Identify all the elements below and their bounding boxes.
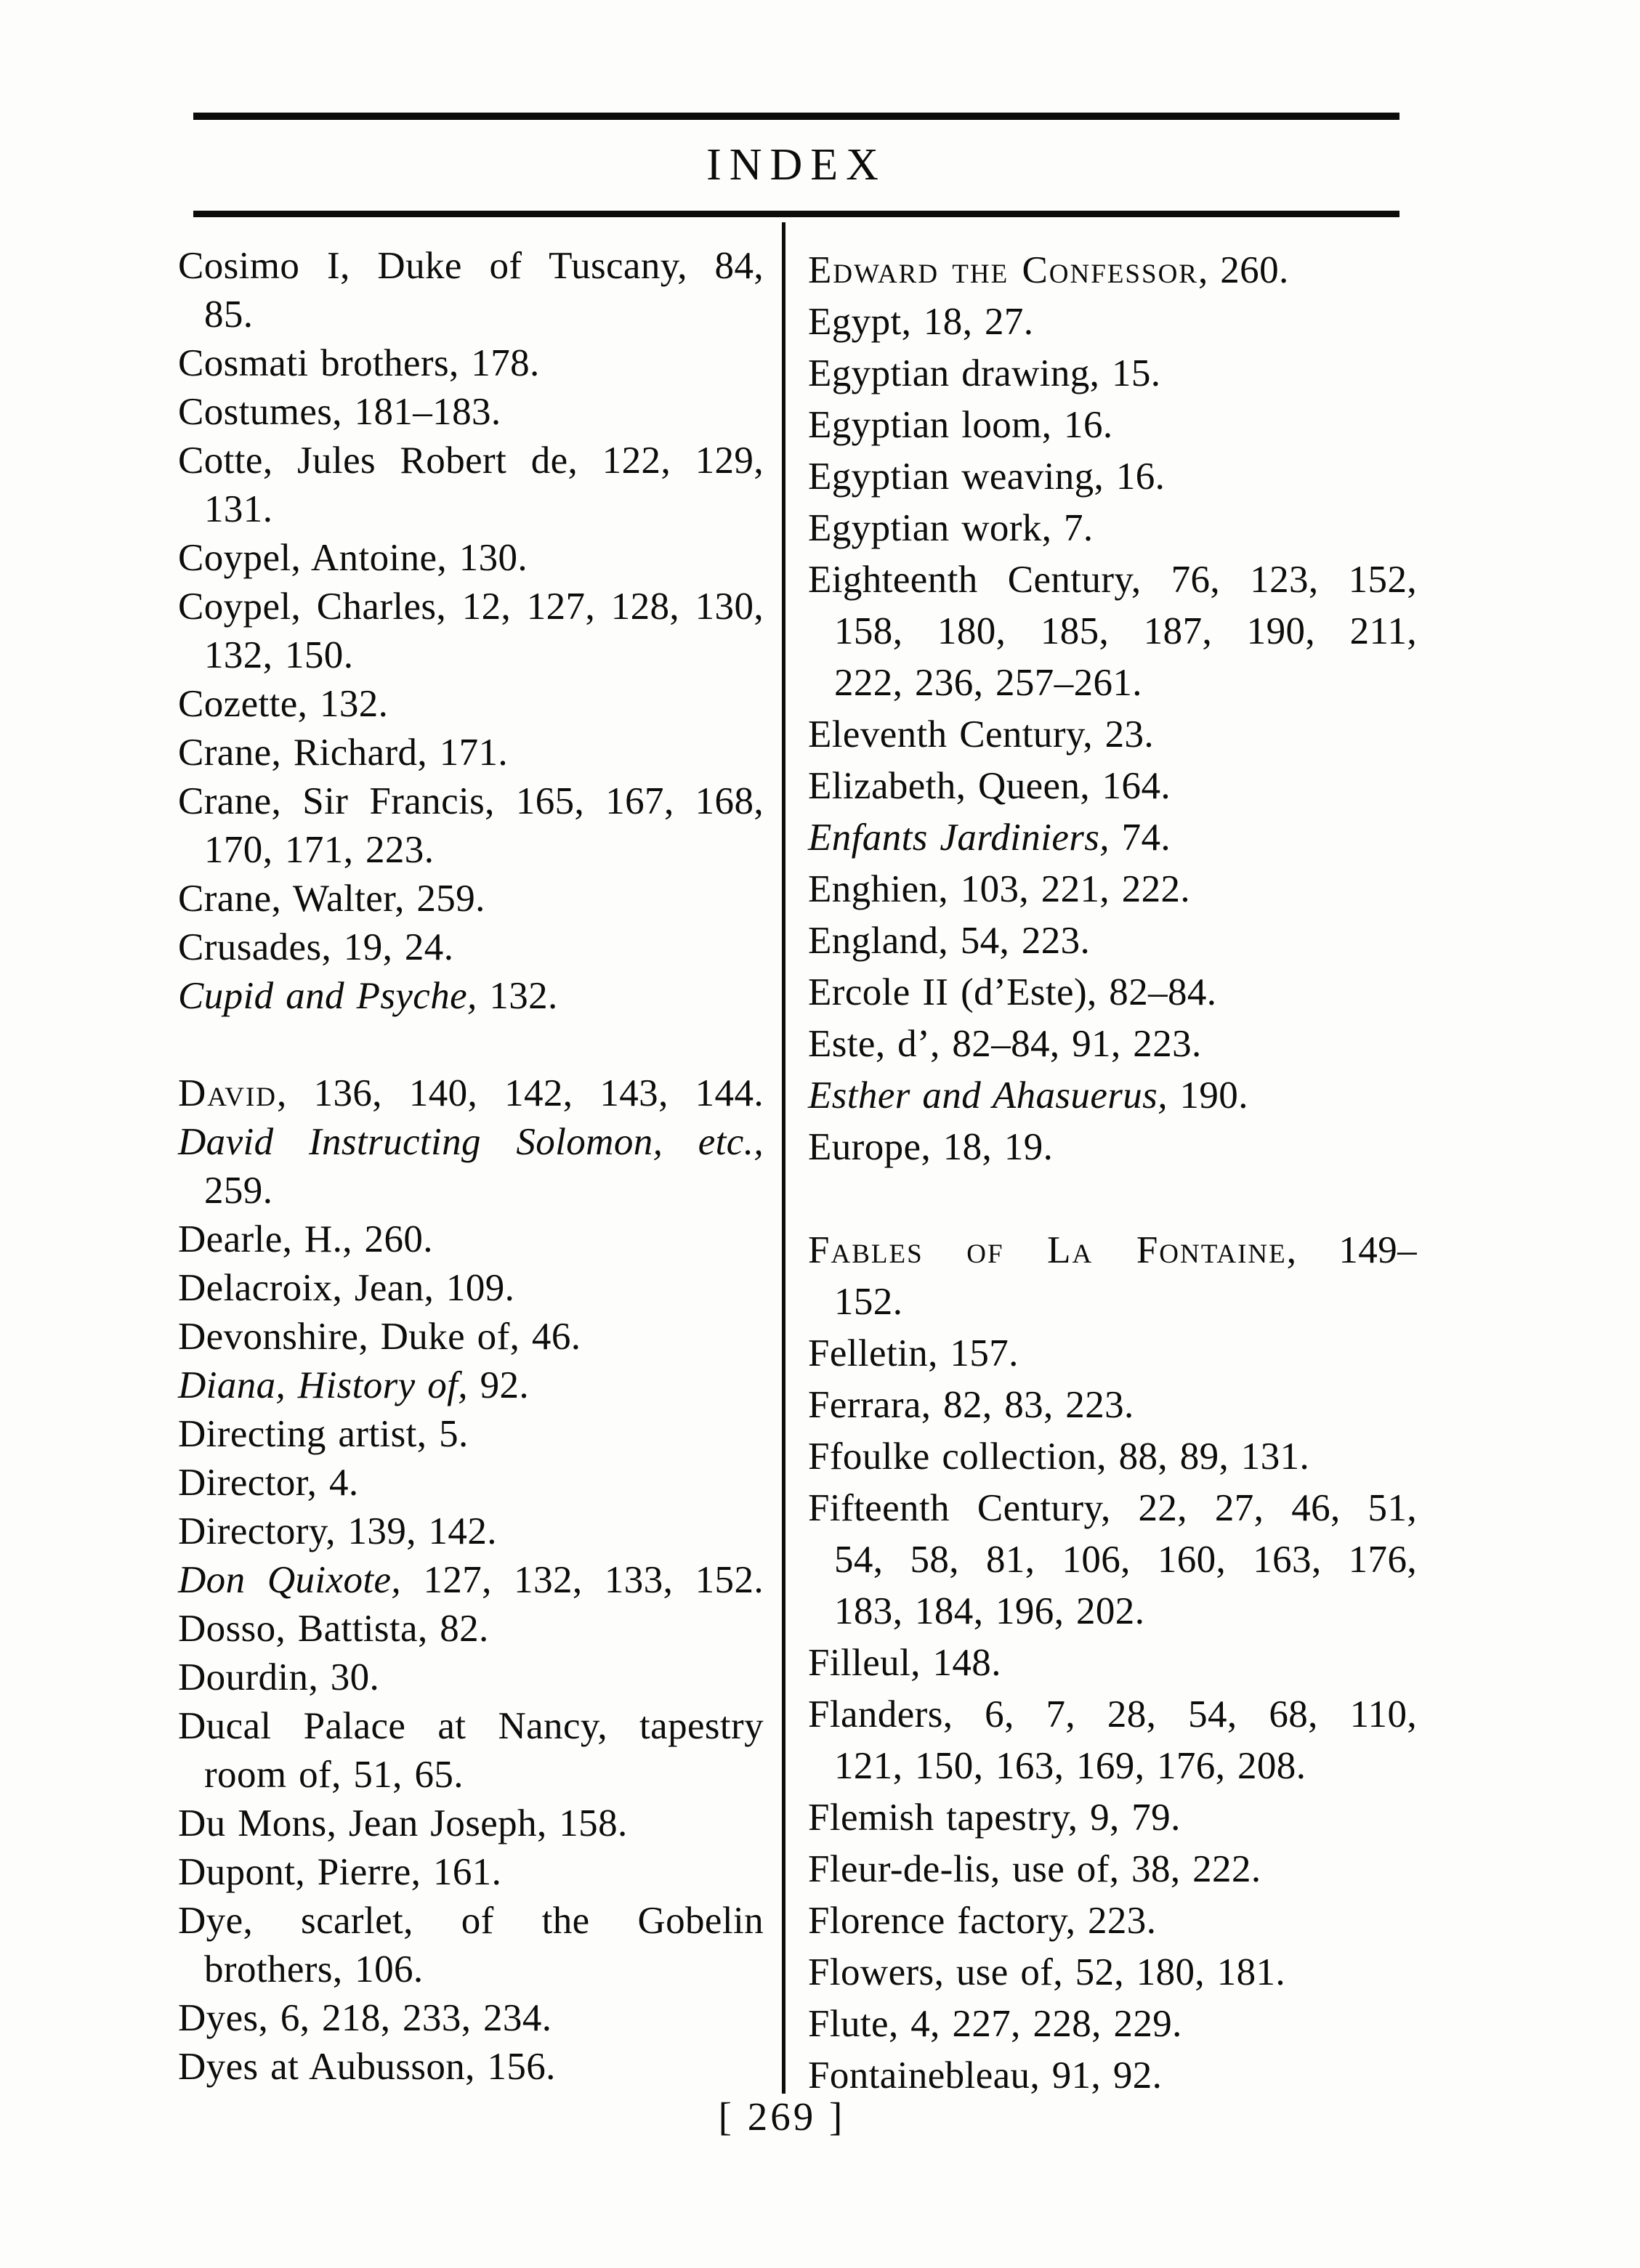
- blank-line: [178, 1021, 764, 1069]
- entry-text: Este, d’, 82–84, 91, 223.: [808, 1023, 1202, 1065]
- entry-text: Egyptian loom, 16.: [808, 404, 1113, 446]
- entry-text: Dye, scarlet, of the Gobelin: [178, 1900, 764, 1942]
- entry-text: Directory, 139, 142.: [178, 1510, 497, 1552]
- entry-text: 183, 184, 196, 202.: [834, 1590, 1145, 1632]
- entry-text: Egypt, 18, 27.: [808, 301, 1034, 343]
- index-entry-line: [178, 1897, 764, 1945]
- index-entry-line: [808, 1534, 1417, 1586]
- index-entry-line: [808, 709, 1417, 761]
- entry-text: Dyes, 6, 218, 233, 234.: [178, 1997, 552, 2039]
- entry-title-italic: Diana, History of,: [178, 1364, 468, 1406]
- entry-text: Dyes at Aubusson, 156.: [178, 2046, 556, 2088]
- index-entry-line: [808, 1380, 1417, 1431]
- entry-text: 259.: [204, 1170, 273, 1212]
- entry-text: Ducal Palace at Nancy, tapestry: [178, 1705, 764, 1747]
- index-entry-line: [808, 1328, 1417, 1380]
- index-entry-line: [808, 1018, 1417, 1070]
- header-top-rule: [193, 113, 1399, 120]
- page-number: [ 269 ]: [718, 2094, 846, 2139]
- index-entry-line: [178, 1702, 764, 1751]
- entry-text: Cosimo I, Duke of Tuscany, 84,: [178, 245, 764, 287]
- index-entry-line: [808, 1689, 1417, 1741]
- entry-text: 190.: [1167, 1074, 1248, 1117]
- entry-text: 158, 180, 185, 187, 190, 211,: [834, 610, 1417, 652]
- index-entry-line: [808, 657, 1417, 709]
- entry-text: Crusades, 19, 24.: [178, 926, 454, 968]
- entry-text: Du Mons, Jean Joseph, 158.: [178, 1802, 628, 1844]
- entry-text: Coypel, Charles, 12, 127, 128, 130,: [178, 586, 764, 628]
- entry-text: 121, 150, 163, 169, 176, 208.: [834, 1745, 1306, 1787]
- entry-text: 127, 132, 133, 152.: [401, 1559, 764, 1601]
- index-entry-line: [178, 1994, 764, 2043]
- entry-title-italic: David Instructing Solomon, etc.,: [178, 1121, 764, 1163]
- index-entry-line: [178, 1945, 764, 1994]
- index-entry-line: [178, 242, 764, 291]
- entry-text: 152.: [834, 1281, 903, 1323]
- entry-text: 222, 236, 257–261.: [834, 662, 1142, 704]
- entry-text: Fleur-de-lis, use of, 38, 222.: [808, 1848, 1261, 1890]
- entry-text: Ferrara, 82, 83, 223.: [808, 1384, 1134, 1426]
- blank-line: [808, 1173, 1417, 1225]
- index-entry-line: [178, 1215, 764, 1264]
- index-entry-line: [178, 2043, 764, 2091]
- entry-text: Dourdin, 30.: [178, 1656, 380, 1698]
- index-entry-line: [178, 1264, 764, 1313]
- index-entry-line: [178, 291, 764, 339]
- entry-text: 132.: [477, 975, 558, 1017]
- index-entry-line: [178, 1167, 764, 1215]
- index-entry-line: [178, 1361, 764, 1410]
- index-entry-line: [178, 1507, 764, 1556]
- index-entry-line: [808, 1895, 1417, 1947]
- index-entry-line: [808, 915, 1417, 967]
- index-entry-line: [808, 1947, 1417, 1998]
- index-entry-line: [178, 1605, 764, 1653]
- entry-text: Cosmati brothers, 178.: [178, 342, 540, 384]
- index-entry-line: [808, 554, 1417, 606]
- index-entry-line: [808, 2050, 1417, 2102]
- entry-text: Filleul, 148.: [808, 1642, 1001, 1684]
- index-entry-line: [808, 812, 1417, 864]
- entry-text: , 149–: [1286, 1229, 1417, 1271]
- entry-text: Enghien, 103, 221, 222.: [808, 868, 1191, 910]
- entry-text: 54, 58, 81, 106, 160, 163, 176,: [834, 1539, 1417, 1581]
- index-entry-line: [808, 1586, 1417, 1637]
- entry-text: 85.: [204, 293, 254, 336]
- entry-title-italic: Cupid and Psyche,: [178, 975, 477, 1017]
- index-entry-line: [178, 972, 764, 1021]
- index-entry-line: [178, 1653, 764, 1702]
- entry-text: Cotte, Jules Robert de, 122, 129,: [178, 440, 764, 482]
- index-entry-line: [178, 1410, 764, 1459]
- entry-text: Egyptian drawing, 15.: [808, 352, 1161, 394]
- index-entry-line: [808, 503, 1417, 554]
- entry-headword-smallcaps: Edward the Confessor: [808, 249, 1198, 291]
- index-entry-line: [178, 923, 764, 972]
- index-entry-line: [178, 1118, 764, 1167]
- entry-text: 74.: [1109, 817, 1171, 859]
- index-entry-line: [808, 1637, 1417, 1689]
- entry-headword-smallcaps: Fables of La Fontaine: [808, 1229, 1287, 1271]
- index-entry-line: [808, 1276, 1417, 1328]
- entry-text: Felletin, 157.: [808, 1332, 1019, 1374]
- entry-text: Flemish tapestry, 9, 79.: [808, 1797, 1181, 1839]
- index-entry-line: [178, 1313, 764, 1361]
- index-entry-line: [808, 1844, 1417, 1895]
- entry-text: Devonshire, Duke of, 46.: [178, 1316, 581, 1358]
- index-entry-line: [808, 348, 1417, 400]
- index-entry-line: [178, 1751, 764, 1799]
- index-entry-line: [178, 1556, 764, 1605]
- index-entry-line: [808, 400, 1417, 451]
- entry-text: Dosso, Battista, 82.: [178, 1608, 489, 1650]
- index-entry-line: [808, 245, 1417, 296]
- index-entry-line: [178, 437, 764, 485]
- entry-text: brothers, 106.: [204, 1948, 424, 1990]
- page-title: INDEX: [706, 140, 886, 190]
- index-entry-line: [178, 339, 764, 388]
- index-left-column: [178, 242, 764, 2091]
- entry-text: room of, 51, 65.: [204, 1754, 464, 1796]
- header-bottom-rule: [193, 211, 1399, 217]
- index-entry-line: [808, 864, 1417, 915]
- entry-title-italic: Esther and Ahasuerus,: [808, 1074, 1168, 1117]
- entry-text: Costumes, 181–183.: [178, 391, 501, 433]
- index-entry-line: [808, 1741, 1417, 1792]
- index-entry-line: [178, 777, 764, 826]
- entry-text: Europe, 18, 19.: [808, 1126, 1054, 1168]
- index-entry-line: [808, 1431, 1417, 1483]
- index-entry-line: [808, 1483, 1417, 1534]
- entry-text: Ercole II (d’Este), 82–84.: [808, 971, 1217, 1013]
- entry-text: Fifteenth Century, 22, 27, 46, 51,: [808, 1487, 1417, 1529]
- index-entry-line: [808, 1792, 1417, 1844]
- entry-text: Crane, Walter, 259.: [178, 878, 485, 920]
- index-entry-line: [178, 534, 764, 583]
- index-entry-line: [178, 680, 764, 729]
- entry-text: Ffoulke collection, 88, 89, 131.: [808, 1435, 1310, 1478]
- entry-text: Coypel, Antoine, 130.: [178, 537, 528, 579]
- index-entry-line: [808, 761, 1417, 812]
- entry-text: Flute, 4, 227, 228, 229.: [808, 2003, 1182, 2045]
- index-entry-line: [178, 1069, 764, 1118]
- index-entry-line: [178, 583, 764, 631]
- entry-text: Flanders, 6, 7, 28, 54, 68, 110,: [808, 1693, 1417, 1736]
- index-entry-line: [808, 1998, 1417, 2050]
- entry-text: England, 54, 223.: [808, 920, 1091, 962]
- entry-headword-smallcaps: David: [178, 1072, 277, 1114]
- index-entry-line: [178, 1799, 764, 1848]
- entry-text: , 136, 140, 142, 143, 144.: [277, 1072, 764, 1114]
- entry-text: Egyptian weaving, 16.: [808, 455, 1166, 498]
- entry-text: 132, 150.: [204, 634, 354, 676]
- index-entry-line: [178, 875, 764, 923]
- index-entry-line: [178, 631, 764, 680]
- entry-text: Eleventh Century, 23.: [808, 713, 1155, 756]
- index-entry-line: [178, 1848, 764, 1897]
- entry-text: Director, 4.: [178, 1462, 359, 1504]
- entry-text: , 260.: [1197, 249, 1289, 291]
- column-divider: [782, 222, 785, 2094]
- entry-text: Flowers, use of, 52, 180, 181.: [808, 1951, 1286, 1993]
- entry-text: Dearle, H., 260.: [178, 1218, 433, 1260]
- index-entry-line: [808, 1122, 1417, 1173]
- entry-title-italic: Enfants Jardiniers,: [808, 817, 1110, 859]
- entry-text: Directing artist, 5.: [178, 1413, 469, 1455]
- index-entry-line: [808, 606, 1417, 657]
- index-entry-line: [178, 1459, 764, 1507]
- index-entry-line: [808, 1070, 1417, 1122]
- entry-text: Florence factory, 223.: [808, 1900, 1157, 1942]
- entry-text: Crane, Sir Francis, 165, 167, 168,: [178, 780, 764, 822]
- index-entry-line: [808, 1225, 1417, 1276]
- index-entry-line: [178, 729, 764, 777]
- index-entry-line: [178, 388, 764, 437]
- index-entry-line: [808, 296, 1417, 348]
- entry-text: Dupont, Pierre, 161.: [178, 1851, 502, 1893]
- index-entry-line: [178, 826, 764, 875]
- entry-text: 92.: [467, 1364, 530, 1406]
- entry-text: Fontainebleau, 91, 92.: [808, 2054, 1163, 2097]
- index-entry-line: [808, 451, 1417, 503]
- entry-text: 170, 171, 223.: [204, 829, 435, 871]
- entry-text: 131.: [204, 488, 273, 530]
- index-entry-line: [178, 485, 764, 534]
- entry-text: Cozette, 132.: [178, 683, 389, 725]
- entry-text: Eighteenth Century, 76, 123, 152,: [808, 559, 1417, 601]
- entry-text: Crane, Richard, 171.: [178, 732, 509, 774]
- index-right-column: [808, 245, 1417, 2102]
- index-entry-line: [808, 967, 1417, 1018]
- entry-text: Delacroix, Jean, 109.: [178, 1267, 515, 1309]
- entry-text: Egyptian work, 7.: [808, 507, 1094, 549]
- entry-title-italic: Don Quixote,: [178, 1559, 402, 1601]
- entry-text: Elizabeth, Queen, 164.: [808, 765, 1171, 807]
